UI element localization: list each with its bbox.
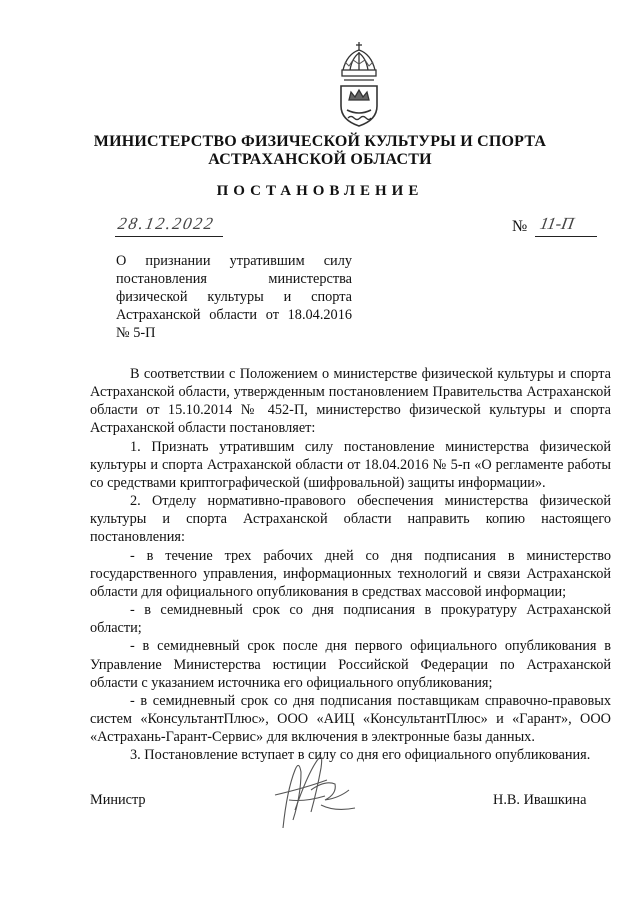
number-label: №	[512, 218, 528, 235]
subitem-1-paragraph: - в течение трех рабочих дней со дня подписания в министерство государственного управления, информационных технологий и связи Астраханской области для официального опубликования в средствах массовой информации;	[90, 547, 611, 600]
signer-title: Министр	[90, 792, 146, 808]
item-3-paragraph: 3. Постановление вступает в силу со дня его официального опубликования.	[130, 747, 591, 764]
subitem-3-paragraph: - в семидневный срок после дня первого официального опубликования в Управление Министерства юстиции Российской Федерации по Астраханской области с указанием источника его официального опубликования;	[90, 638, 611, 691]
astrakhan-coat-of-arms-icon	[333, 40, 385, 130]
org-name-line1: МИНИСТЕРСТВО ФИЗИЧЕСКОЙ КУЛЬТУРЫ И СПОРТА	[93, 133, 547, 150]
document-type-title: ПОСТАНОВЛЕНИЕ	[216, 183, 424, 199]
subitem-4-paragraph: - в семидневный срок со дня подписания поставщикам справочно-правовых систем «КонсультантПлюс», ООО «АИЦ «КонсультантПлюс» и «Гарант», ООО «Астрахань-Гарант-Сервис» для включения в электронные базы данных.	[90, 692, 611, 746]
number-handwritten: 11-П	[538, 214, 576, 233]
item-1-paragraph: 1. Признать утратившим силу постановление министерства физической культуры и спорта Астраханской области от 18.04.2016 № 5-п «О регламенте работы со средствами криптографической (шифровальной) защиты информации».	[90, 438, 611, 491]
org-name-line2: АСТРАХАНСКОЙ ОБЛАСТИ	[208, 151, 432, 168]
item-2-paragraph: 2. Отделу нормативно-правового обеспечения министерства физической культуры и спорта Астраханской области направить копию настоящего постановления:	[90, 493, 611, 546]
subitem-2-paragraph: - в семидневный срок со дня подписания в прокуратуру Астраханской области;	[90, 602, 611, 637]
signer-name: Н.В. Ивашкина	[493, 792, 587, 808]
handwritten-signature-icon	[265, 750, 365, 835]
document-subject: О признании утратившим силу постановления министерства физической культуры и спорта Астраханской области от 18.04.2016 № 5-П	[116, 253, 352, 342]
number-underline	[535, 236, 597, 237]
date-handwritten: 28.12.2022	[116, 214, 217, 233]
date-underline	[115, 236, 223, 237]
document-body	[90, 365, 611, 764]
preamble-paragraph: В соответствии с Положением о министерстве физической культуры и спорта Астраханской области, утвержденным постановлением Правительства Астраханской области от 15.10.2014 № 452-П, министерство физической культуры и спорта Астраханской области постановляет:	[90, 366, 611, 437]
